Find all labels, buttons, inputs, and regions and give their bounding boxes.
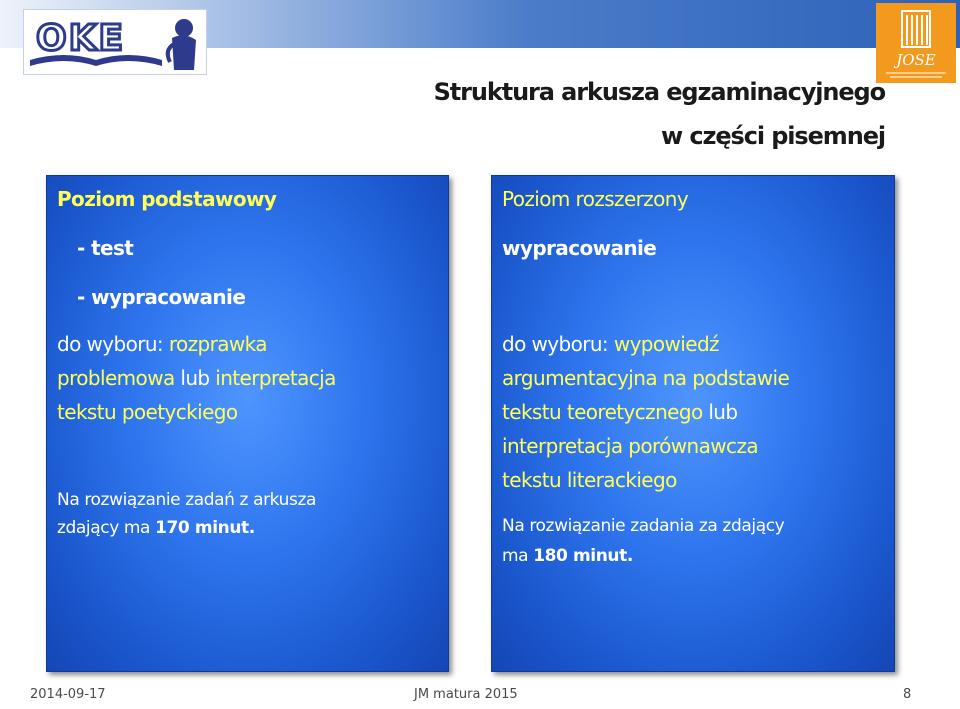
basic-choice-line-1: [57, 332, 267, 356]
basic-item-test: - test: [77, 236, 134, 260]
title-line-2: w części pisemnej: [661, 122, 885, 150]
basic-time-value: 170 minut.: [155, 518, 255, 538]
extended-choice-prefix: do wyboru:: [502, 332, 614, 356]
jose-logo-graphic: [876, 3, 956, 83]
basic-time-prefix: zdający ma: [57, 518, 156, 538]
basic-choice-line-2-part-1: problemowa: [57, 366, 181, 390]
basic-choice-line-3: tekstu poetyckiego: [57, 400, 238, 424]
basic-choice-rest: rozprawka: [168, 332, 267, 356]
extended-choice-rest: wypowiedź: [613, 332, 719, 356]
extended-choice-line-3: [502, 400, 737, 424]
extended-level-heading: Poziom rozszerzony: [502, 187, 689, 211]
extended-choice-line-4: interpretacja porównawcza: [502, 434, 758, 458]
oke-logo-text: OKE: [36, 18, 126, 59]
basic-choice-line-2: [57, 366, 336, 390]
basic-time-line-2: [57, 518, 255, 538]
extended-choice-line-3-part-2: lub: [708, 400, 738, 424]
basic-choice-prefix: do wyboru:: [57, 332, 169, 356]
basic-level-heading: Poziom podstawowy: [57, 187, 277, 211]
footer-date: 2014-09-17: [30, 687, 106, 702]
basic-time-line-1: Na rozwiązanie zadań z arkusza: [57, 490, 316, 510]
basic-item-essay: - wypracowanie: [77, 285, 246, 309]
page-number: 8: [903, 687, 912, 702]
title-line-1: Struktura arkusza egzaminacyjnego: [433, 78, 885, 106]
basic-choice-line-2-part-3: interpretacja: [215, 366, 336, 390]
extended-choice-line-3-part-1: tekstu teoretycznego: [502, 400, 709, 424]
slide-title: [380, 70, 885, 158]
extended-time-line-1: Na rozwiązanie zadania za zdający: [502, 516, 785, 536]
footer-center-text: JM matura 2015: [414, 687, 518, 702]
extended-time-prefix: ma: [502, 546, 534, 566]
extended-time-value: 180 minut.: [533, 546, 633, 566]
basic-choice-line-2-part-2: lub: [180, 366, 216, 390]
extended-choice-line-2: argumentacyjna na podstawie: [502, 366, 790, 390]
extended-item-essay: wypracowanie: [502, 236, 657, 260]
extended-level-panel: [491, 175, 895, 672]
extended-choice-line-5: tekstu literackiego: [502, 468, 677, 492]
oke-logo: [23, 9, 207, 75]
extended-choice-line-1: [502, 332, 719, 356]
extended-time-line-2: [502, 546, 633, 566]
jose-logo: [876, 3, 956, 83]
basic-level-panel: [46, 175, 449, 672]
jose-logo-text: JOSE: [896, 51, 936, 69]
oke-logo-graphic: [24, 10, 206, 74]
